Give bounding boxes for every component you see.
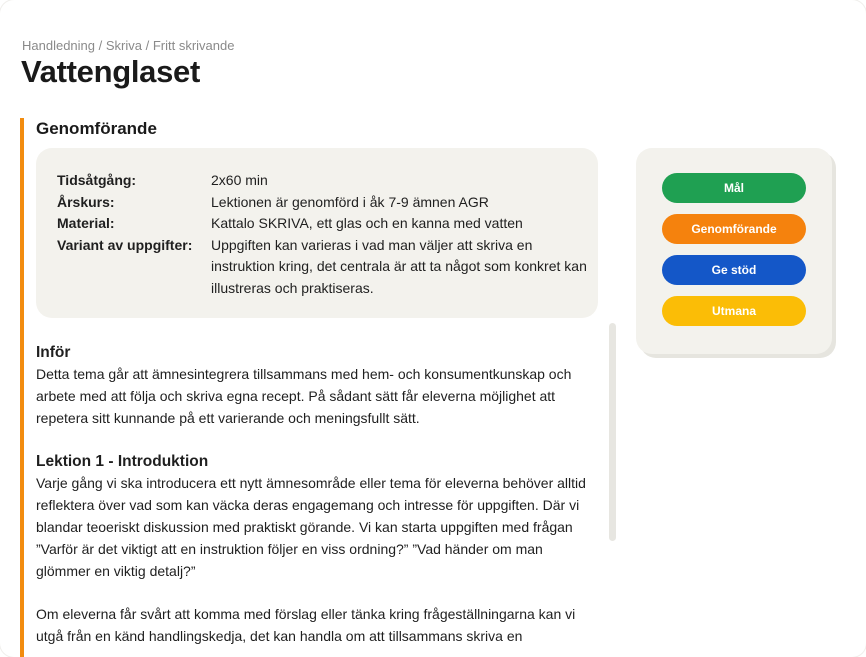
nav-button-utmana[interactable]: Utmana	[662, 296, 806, 326]
info-label: Material:	[57, 215, 115, 231]
lektion1-heading: Lektion 1 - Introduktion	[36, 453, 209, 471]
lektion1-text: Varje gång vi ska introducera ett nytt ämnesområde eller tema för eleverna behöver alltid reflektera över vad som kan väcka deras engagemang och intresse för uppgiften. Där vi blandar teoeriskt diskussion med praktiskt görande. Vi kan starta uppgiften med frågan ”Varför är det viktigt att en instruktion följer en viss ordning?” ”Vad händer om man glömmer en viktig detalj?”	[36, 475, 586, 579]
info-value: Uppgiften kan varieras i vad man väljer att skriva en instruktion kring, det centrala är att ta något som konkret kan illustreras och praktiseras.	[211, 236, 587, 296]
infor-heading: Inför	[36, 344, 71, 361]
breadcrumb-item-current: Fritt skrivande	[152, 38, 235, 53]
section-accent-bar	[20, 118, 24, 657]
nav-button-mal[interactable]: Mål	[662, 173, 806, 203]
info-value: 2x60 min	[211, 172, 268, 188]
content-scrollbar[interactable]	[609, 323, 616, 541]
breadcrumb-item-skriva[interactable]: Skriva	[105, 38, 142, 53]
infor-text: Detta tema går att ämnesintegrera tillsammans med hem- och konsumentkunskap och arbete med att följa och skriva egna recept. På sådant sätt får eleverna möjlighet att repetera sitt kunnande på ett varierande och meningsfullt sätt.	[36, 366, 572, 426]
info-label: Tidsåtgång:	[57, 172, 137, 188]
nav-button-ge-stod[interactable]: Ge stöd	[662, 255, 806, 285]
side-navigation	[636, 148, 832, 354]
info-label: Årskurs:	[57, 193, 115, 210]
nav-button-genomforande[interactable]: Genomförande	[662, 214, 806, 244]
info-value: Kattalo SKRIVA, ett glas och en kanna med vatten	[211, 215, 523, 231]
lektion1-text-continued: Om eleverna får svårt att komma med förslag eller tänka kring frågeställningarna kan vi utgå från en känd handlingskedja, det kan handla om att tillsammans skriva en	[36, 606, 576, 645]
info-label: Variant av uppgifter:	[57, 236, 193, 253]
breadcrumb-separator: /	[141, 38, 153, 53]
section-heading: Genomförande	[36, 119, 157, 138]
breadcrumb-separator: /	[95, 38, 106, 53]
breadcrumb-item-handledning[interactable]: Handledning	[22, 38, 96, 53]
lesson-content	[36, 342, 596, 657]
page-title: Vattenglaset	[21, 54, 201, 89]
breadcrumb	[22, 38, 234, 53]
info-value: Lektionen är genomförd i åk 7-9 ämnen AGR	[211, 193, 489, 210]
info-card	[36, 148, 598, 318]
